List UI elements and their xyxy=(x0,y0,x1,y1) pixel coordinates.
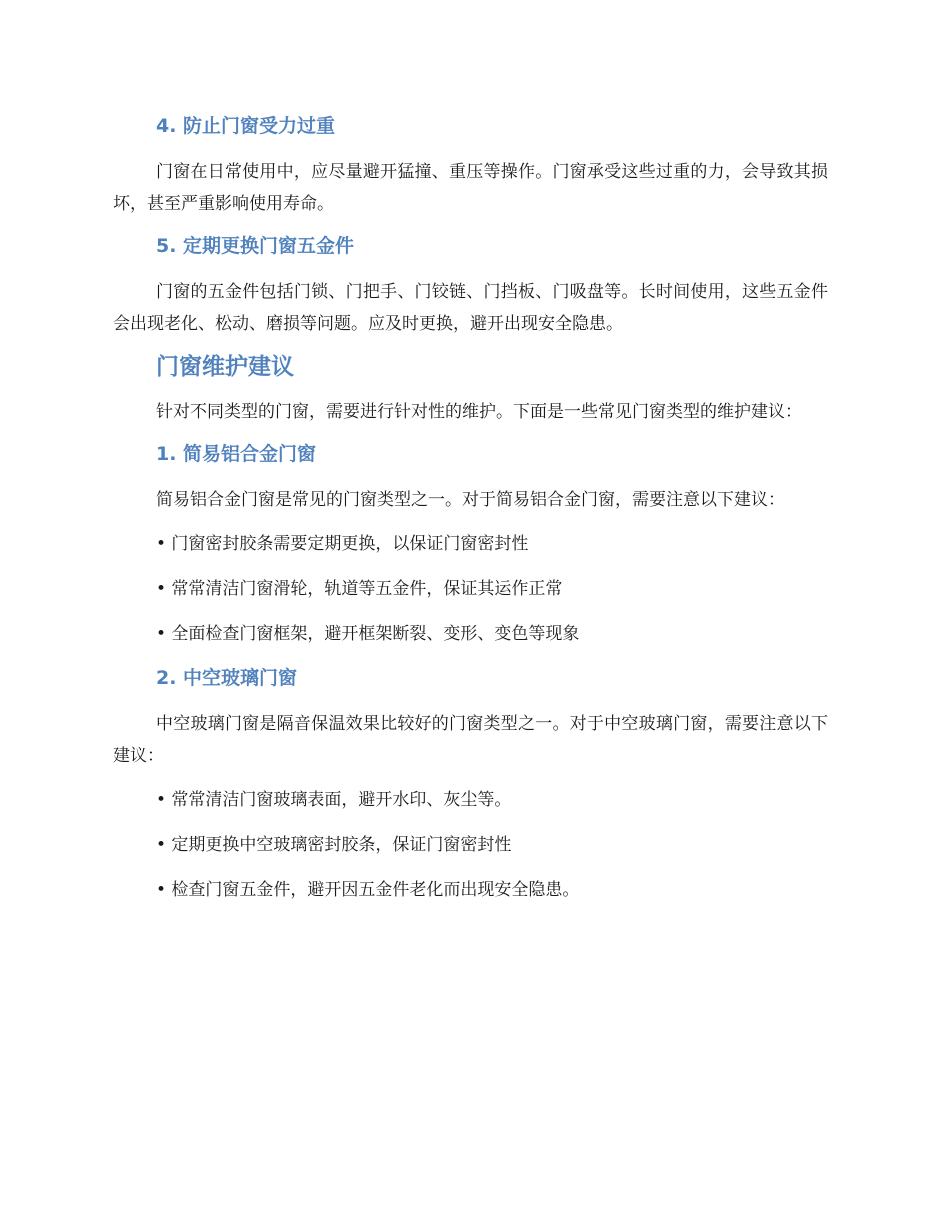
paragraph-replace-hardware: 门窗的五金件包括门锁、门把手、门铰链、门挡板、门吸盘等。长时间使用，这些五金件会出现老化、松动、磨损等问题。应及时更换，避开出现安全隐患。 xyxy=(113,282,828,334)
heading-prevent-overload: 4. 防止门窗受力过重 xyxy=(156,115,336,137)
paragraph-insulated-glass-windows: 中空玻璃门窗是隔音保温效果比较好的门窗类型之一。对于中空玻璃门窗，需要注意以下建议： xyxy=(113,714,828,766)
list-item: • 检查门窗五金件，避开因五金件老化而出现安全隐患。 xyxy=(156,880,580,900)
list-item: • 定期更换中空玻璃密封胶条，保证门窗密封性 xyxy=(156,835,512,855)
document-body xyxy=(113,112,828,904)
heading-insulated-glass-windows: 2. 中空玻璃门窗 xyxy=(156,667,298,689)
heading-replace-hardware: 5. 定期更换门窗五金件 xyxy=(156,235,355,257)
heading-maintenance-advice: 门窗维护建议 xyxy=(156,354,294,380)
list-item: • 全面检查门窗框架，避开框架断裂、变形、变色等现象 xyxy=(156,624,580,644)
list-item: • 门窗密封胶条需要定期更换，以保证门窗密封性 xyxy=(156,534,529,554)
paragraph-maintenance-advice: 针对不同类型的门窗，需要进行针对性的维护。下面是一些常见门窗类型的维护建议： xyxy=(156,402,802,422)
list-item: • 常常清洁门窗滑轮，轨道等五金件，保证其运作正常 xyxy=(156,579,563,599)
heading-aluminum-windows: 1. 简易铝合金门窗 xyxy=(156,443,317,465)
paragraph-prevent-overload: 门窗在日常使用中，应尽量避开猛撞、重压等操作。门窗承受这些过重的力，会导致其损坏，甚至严重影响使用寿命。 xyxy=(113,162,828,214)
list-item: • 常常清洁门窗玻璃表面，避开水印、灰尘等。 xyxy=(156,790,512,810)
paragraph-aluminum-windows: 简易铝合金门窗是常见的门窗类型之一。对于简易铝合金门窗，需要注意以下建议： xyxy=(156,490,785,510)
